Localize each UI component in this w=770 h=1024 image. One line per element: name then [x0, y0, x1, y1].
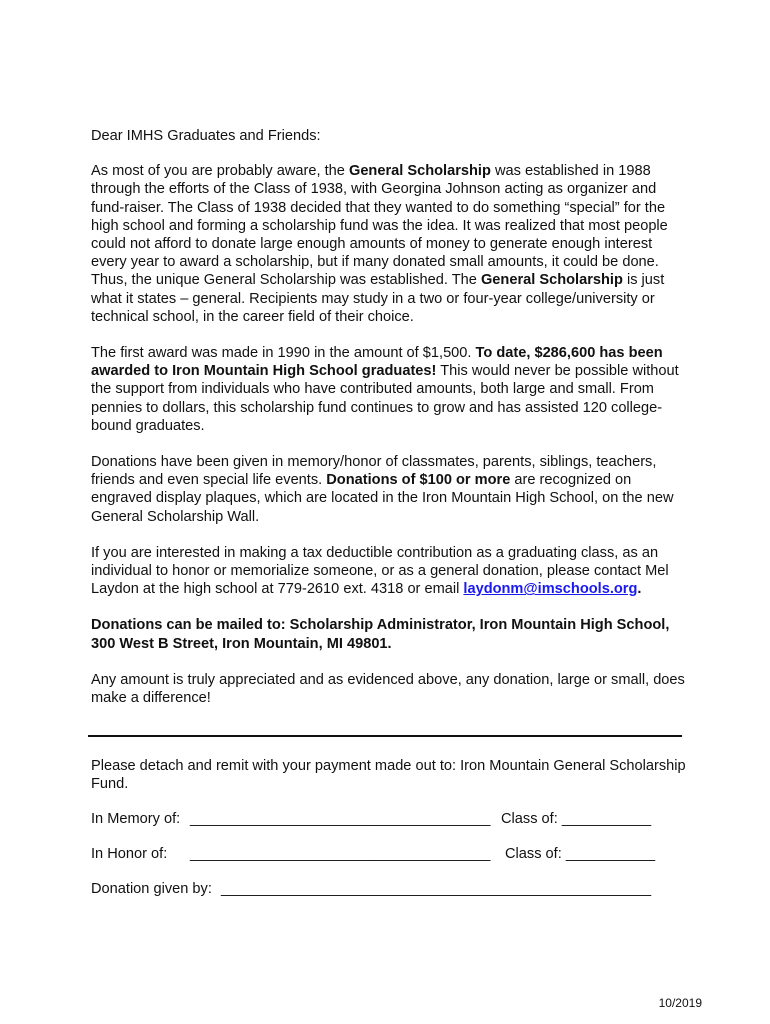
p3-text-1: Donations have been given in memory/honor of classmates, parents, siblings, teachers, friends and even special life events. [91, 454, 657, 489]
p1-text-1: As most of you are probably aware, the [91, 163, 349, 180]
in-memory-label: In Memory of: [91, 811, 181, 828]
p1-bold-2: General Scholarship [480, 272, 623, 289]
form-instructions: Please detach and remit with your payment made out to: Iron Mountain General Scholarship Fund. [91, 758, 686, 793]
in-memory-blank[interactable]: _____________________________________ [190, 811, 491, 828]
paragraph-awards [91, 344, 687, 435]
greeting: Dear IMHS Graduates and Friends: [91, 128, 321, 144]
in-memory-class[interactable]: Class of: ___________ [501, 811, 652, 828]
remittance-form [91, 757, 687, 898]
paragraph-history [91, 162, 687, 326]
in-honor-blank[interactable]: _____________________________________ [190, 846, 491, 863]
detach-divider [88, 735, 682, 737]
paragraph-donations [91, 453, 687, 526]
p3-text-2: are recognized on engraved display plaques, which are located in the Iron Mountain High School, on the new General Scholarship Wall. [91, 472, 674, 525]
p4-text-2: . [637, 581, 642, 598]
p3-bold-1: Donations of $100 or more [326, 472, 511, 489]
mailing-address: Donations can be mailed to: Scholarship Administrator, Iron Mountain High School, 300 West B Street, Iron Mountain, MI 49801. [91, 617, 670, 652]
paragraph-mailing [91, 616, 687, 652]
donation-given-by-row [91, 880, 687, 898]
paragraph-contact [91, 544, 687, 599]
in-honor-label: In Honor of: [91, 846, 168, 863]
p1-text-2: was established in 1988 through the efforts of the Class of 1938, with Georgina Johnson acting as organizer and fund-raiser. The Class of 1938 decided that they wanted to do something “special” for the high school and forming a scholarship fund was the idea. It was realized that most people could not afford to donate large enough amounts of money to generate enough interest every year to award a scholarship, but if many donated small amounts, it could be done. Thus, the unique General Scholarship was established. The [91, 163, 668, 289]
p2-text-2: This would never be possible without the support from individuals who have contributed amounts, both large and small. From pennies to dollars, this scholarship fund continues to grow and has assisted 120 college-bound graduates. [91, 363, 679, 434]
in-honor-class[interactable]: Class of: ___________ [505, 846, 656, 863]
p2-text-1: The first award was made in 1990 in the amount of $1,500. [91, 345, 476, 362]
in-honor-row [91, 845, 687, 863]
donation-given-by-label: Donation given by: [91, 881, 212, 898]
donation-given-by-blank[interactable]: _____________________________________________________ [221, 881, 652, 898]
p1-text-3: is just what it states – general. Recipients may study in a two or four-year college/university or technical school, in the career field of their choice. [91, 272, 665, 325]
email-link[interactable]: laydonm@imschools.org [463, 581, 638, 598]
p1-bold-1: General Scholarship [348, 163, 491, 180]
letter-body [91, 127, 687, 725]
paragraph-closing: Any amount is truly appreciated and as evidenced above, any donation, large or small, does make a difference! [91, 671, 685, 707]
revision-date: 10/2019 [658, 996, 702, 1010]
in-memory-row [91, 810, 687, 828]
p2-bold-1: To date, $286,600 has been awarded to Iron Mountain High School graduates! [91, 345, 663, 380]
p4-text-1: If you are interested in making a tax deductible contribution as a graduating class, as an individual to honor or memorialize someone, or as a general donation, please contact Mel Laydon at the high school at 779-2610 ext. 4318 or email [91, 544, 669, 598]
